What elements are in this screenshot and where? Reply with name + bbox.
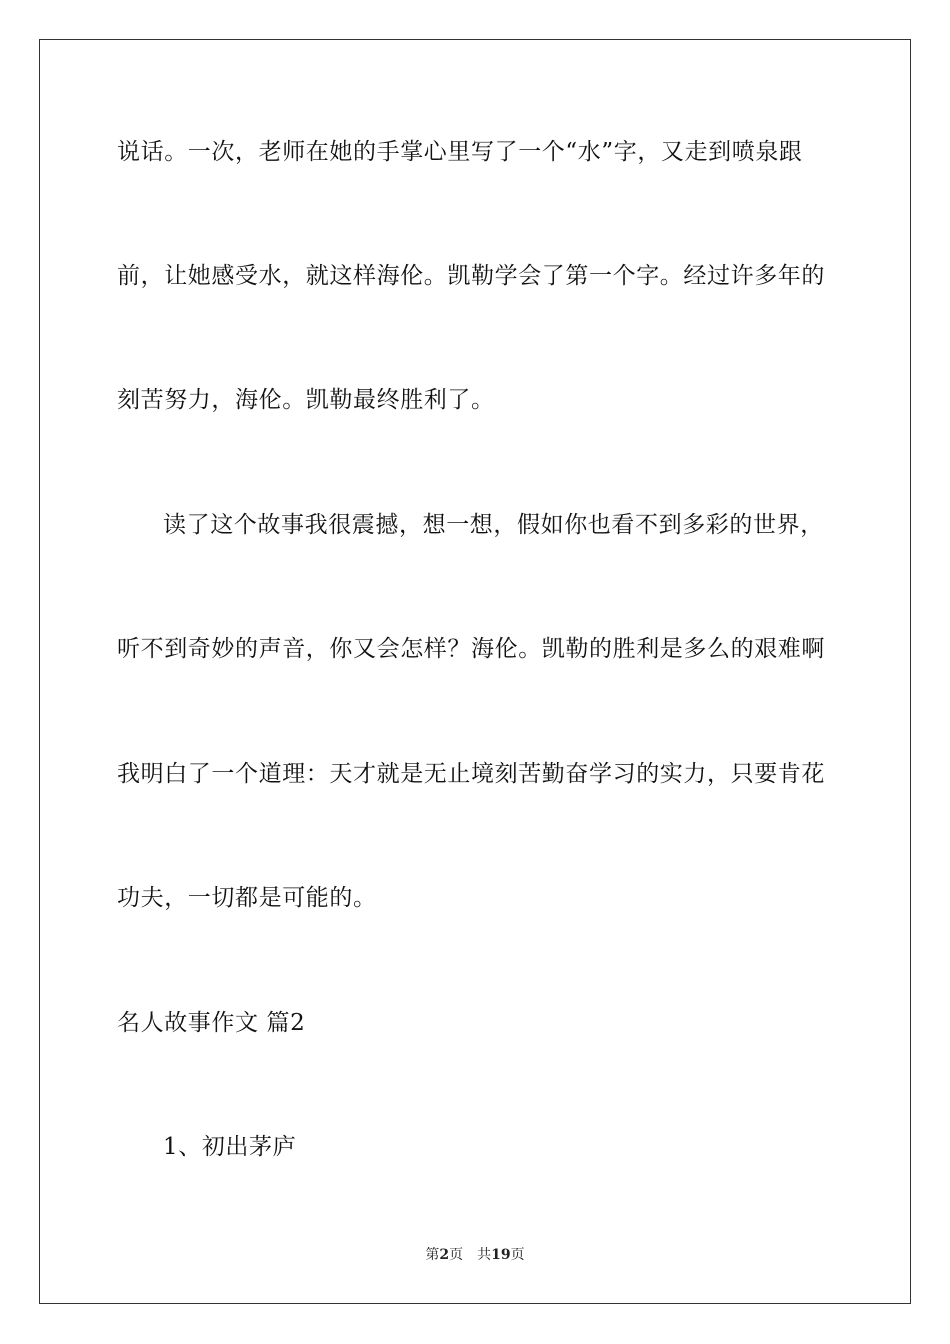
page-prefix: 第: [425, 1247, 440, 1263]
body-line-5: 听不到奇妙的声音，你又会怎样？海伦。凯勒的胜利是多么的艰难啊: [117, 636, 825, 662]
page-suffix: 页: [449, 1247, 464, 1263]
subheading: 1、初出茅庐: [163, 1134, 297, 1160]
page-number: 2: [439, 1247, 450, 1263]
body-line-2: 前，让她感受水，就这样海伦。凯勒学会了第一个字。经过许多年的: [117, 263, 825, 289]
body-line-6: 我明白了一个道理：天才就是无止境刻苦勤奋学习的实力，只要肯花: [117, 761, 825, 787]
total-prefix: 共: [477, 1247, 492, 1263]
page-footer: [0, 1246, 950, 1264]
total-pages: 19: [491, 1247, 511, 1263]
body-line-1: 说话。一次，老师在她的手掌心里写了一个“水”字，又走到喷泉跟: [117, 139, 803, 165]
total-suffix: 页: [510, 1247, 525, 1263]
page-frame: [39, 39, 911, 1304]
body-line-3: 刻苦努力，海伦。凯勒最终胜利了。: [117, 387, 495, 413]
body-line-7: 功夫，一切都是可能的。: [117, 885, 377, 911]
body-line-4: 读了这个故事我很震撼，想一想，假如你也看不到多彩的世界，: [163, 512, 824, 538]
section-heading: 名人故事作文 篇2: [117, 1010, 306, 1036]
